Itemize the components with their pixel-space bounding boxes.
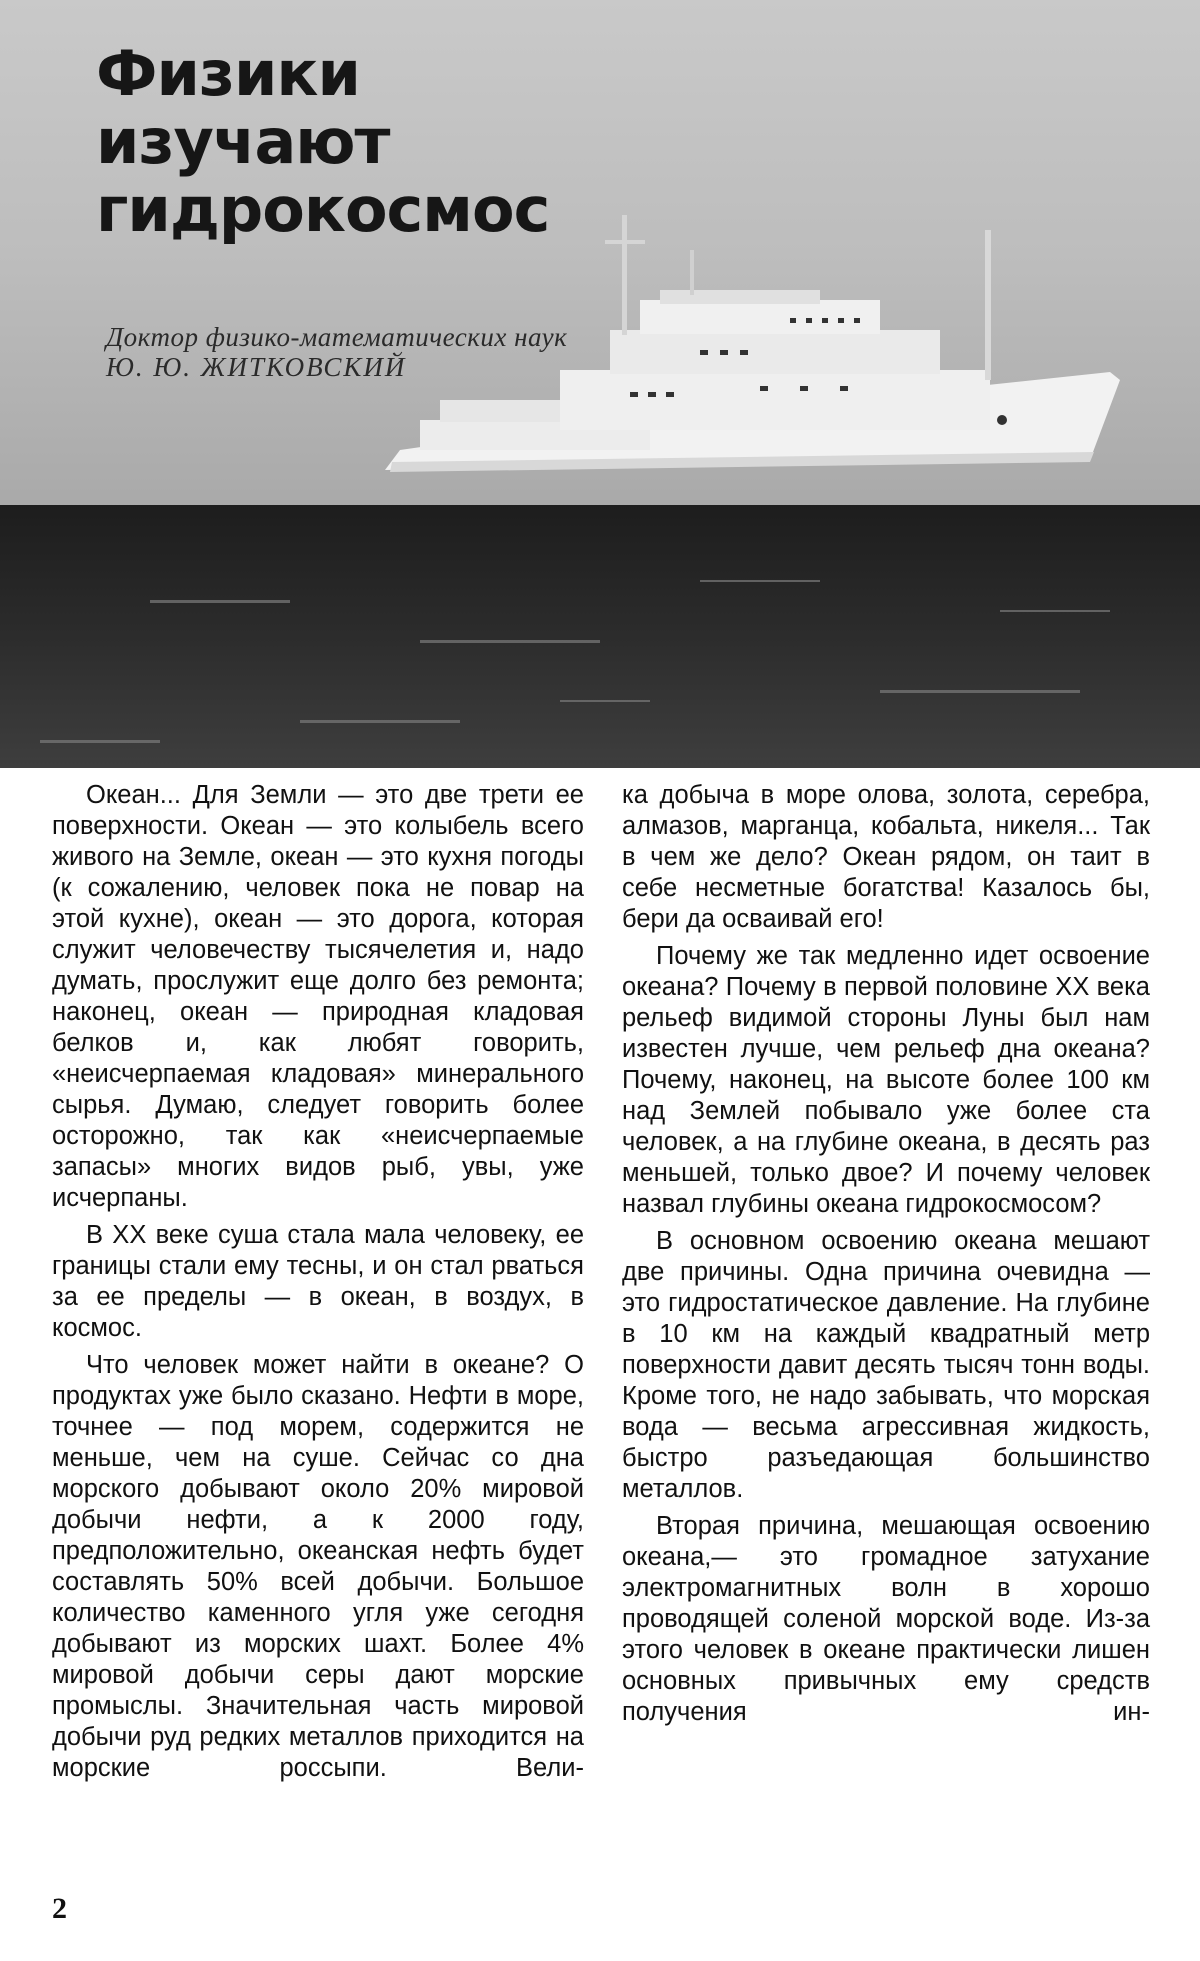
title-line: Физики [96, 37, 360, 110]
paragraph: ка добыча в море олова, золота, серебра, алмазов, марганца, кобальта, никеля... Так в чем же дело? Океан рядом, он таит в себе несметные богатства! Казалось бы, бери да осваивай его! [622, 781, 1150, 933]
page-number: 2 [52, 1892, 67, 1925]
paragraph: Что человек может найти в океане? О продуктах уже было сказано. Нефти в море, точнее — под морем, содержится не меньше, чем на суше. Сейчас со дна морского добывают около 20% мировой добычи нефти, а к 2000 году, предположительно, океанская нефть будет составлять 50% всей добычи. Большое количество каменного угля уже сегодня добывают из морских шахт. Более 4% мировой добычи серы дают морские промыслы. Значительная часть мировой добычи руд редких металлов приходится на морские россыпи. Вели- [52, 1351, 584, 1782]
title-line: гидрокосмос [96, 173, 550, 246]
title-line: изучают [96, 105, 390, 178]
paragraph: Вторая причина, мешающая освоению океана,— это громадное затухание электромагнитных волн в хорошо проводящей соленой морской воде. Из-за этого человек в океане практически лишен основных привычных ему средств получения ин- [622, 1512, 1150, 1726]
paragraph: В XX веке суша стала мала человеку, ее границы стали ему тесны, и он стал рваться за ее пределы — в океан, в воздух, в космос. [52, 1221, 584, 1342]
paragraph: В основном освоению океана мешают две причины. Одна причина очевидна — это гидростатическое давление. На глубине в 10 км на каждый квадратный метр поверхности давит десять тысяч тонн воды. Кроме того, не надо забывать, что морская вода — весьма агрессивная жидкость, быстро разъедающая большинство металлов. [622, 1227, 1150, 1503]
paragraph: Океан... Для Земли — это две трети ее поверхности. Океан — это колыбель всего живого на Земле, океан — это кухня погоды (к сожалению, человек пока не повар на этой кухне), океан — это дорога, которая служит человечеству тысячелетия и, надо думать, прослужит еще долго без ремонта; наконец, океан — природная кладовая белков и, как любят говорить, «неисчерпаемая кладовая» минерального сырья. Думаю, следует говорить более осторожно, так как «неисчерпаемые запасы» многих видов рыб, увы, уже исчерпаны. [52, 781, 584, 1212]
left-column [52, 780, 584, 1790]
article-title [96, 37, 550, 246]
author-name: Ю. Ю. ЖИТКОВСКИЙ [106, 352, 407, 382]
paragraph: Почему же так медленно идет освоение океана? Почему в первой половине XX века рельеф видимой стороны Луны был нам известен лучше, чем рельеф дна океана? Почему, наконец, на высоте более 100 км над Землей побывало уже более ста человек, а на глубине океана, в десять раз меньшей, только двое? И почему человек назвал глубины океана гидрокосмосом? [622, 942, 1150, 1218]
right-column [622, 780, 1150, 1734]
author-block [106, 322, 567, 382]
author-degree: Доктор физико-математических наук [106, 322, 568, 352]
